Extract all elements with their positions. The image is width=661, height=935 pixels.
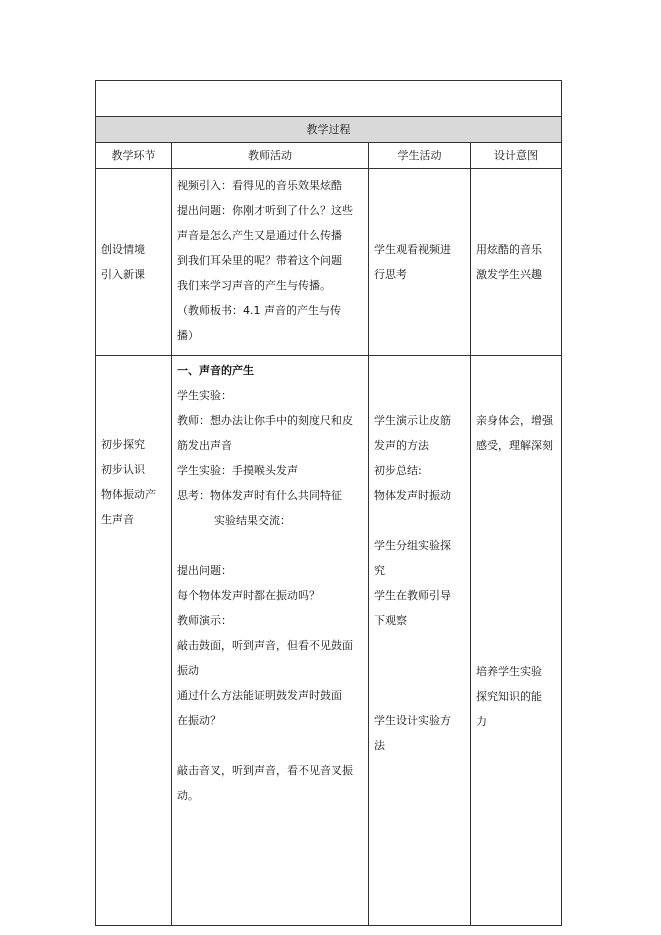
intro-teacher-line: 到我们耳朵里的呢？带着这个问题: [177, 254, 342, 267]
explore-student-line: 学生分组实验探: [374, 539, 451, 552]
header-stage: 教学环节: [96, 143, 172, 169]
section-title-row: [96, 117, 562, 143]
explore-student-line: 法: [374, 739, 385, 752]
section-title: 教学过程: [96, 117, 562, 143]
lesson-table: [95, 80, 562, 926]
intro-teacher-line: 声音是怎么产生又是通过什么传播: [177, 229, 342, 242]
intro-student-line: 行思考: [374, 268, 407, 281]
header-teacher: 教师活动: [172, 143, 369, 169]
explore-stage-line: 初步认识: [101, 463, 145, 476]
intro-stage-line: 创设情境: [101, 243, 145, 256]
explore-teacher-line: 敲击音叉，听到声音，看不见音叉振: [177, 764, 353, 777]
intro-teacher-line: 视频引入：看得见的音乐效果炫酷: [177, 179, 342, 192]
explore-teacher-line: 学生实验：手摸喉头发声: [177, 464, 298, 477]
explore-student-line: 下观察: [374, 614, 407, 627]
explore-intent-cell: [471, 356, 562, 926]
explore-teacher-line: 提出问题：: [177, 564, 232, 577]
explore-teacher-line: 在振动？: [177, 714, 221, 727]
explore-teacher-line: 敲击鼓面，听到声音，但看不见鼓面: [177, 639, 353, 652]
explore-intent-line: 力: [476, 715, 487, 728]
header-intent: 设计意图: [471, 143, 562, 169]
intro-teacher-line: 播）: [177, 329, 199, 342]
explore-teacher-cell: [172, 356, 369, 926]
explore-teacher-line: 教师演示：: [177, 614, 232, 627]
intro-intent-line: 用炫酷的音乐: [476, 243, 542, 256]
explore-teacher-heading: 一、声音的产生: [177, 364, 254, 377]
explore-stage-cell: [96, 356, 172, 926]
explore-intent-line: 感受，理解深刻: [476, 439, 553, 452]
explore-student-line: 发声的方法: [374, 439, 429, 452]
explore-intent-line: 探究知识的能: [476, 690, 542, 703]
explore-stage-line: 物体振动产: [101, 488, 156, 501]
blank-cell: [96, 81, 562, 117]
spacer: [374, 633, 465, 658]
column-header-row: [96, 143, 562, 169]
explore-student-line: 学生设计实验方: [374, 714, 451, 727]
explore-teacher-line: 每个物体发声时都在振动吗？: [177, 589, 320, 602]
intro-student-line: 学生观看视频进: [374, 243, 451, 256]
spacer: [476, 458, 556, 659]
intro-intent-line: 激发学生兴趣: [476, 268, 542, 281]
explore-teacher-indented: 实验结果交流：: [214, 514, 291, 527]
spacer: [177, 733, 363, 758]
explore-student-line: 学生在教师引导: [374, 589, 451, 602]
spacer: [374, 683, 465, 708]
explore-student-line: 究: [374, 564, 385, 577]
explore-teacher-line: 动。: [177, 789, 199, 802]
intro-teacher-cell: [172, 169, 369, 356]
explore-stage-line: 生声音: [101, 513, 134, 526]
explore-student-cell: [369, 356, 471, 926]
explore-teacher-line: 教师：想办法让你手中的刻度尺和皮: [177, 414, 353, 427]
intro-row: [96, 169, 562, 356]
explore-teacher-line: 学生实验：: [177, 389, 232, 402]
intro-stage-cell: [96, 169, 172, 356]
spacer: [374, 658, 465, 683]
explore-teacher-line: 通过什么方法能证明鼓发声时鼓面: [177, 689, 342, 702]
intro-student-cell: [369, 169, 471, 356]
explore-row: [96, 356, 562, 926]
intro-teacher-line: 我们来学习声音的产生与传播。: [177, 279, 331, 292]
explore-teacher-line: 振动: [177, 664, 199, 677]
blank-header-row: [96, 81, 562, 117]
intro-stage-line: 引入新课: [101, 268, 145, 281]
explore-student-line: 初步总结:: [374, 464, 422, 477]
explore-intent-line: 亲身体会，增强: [476, 414, 553, 427]
spacer: [374, 508, 465, 533]
intro-teacher-line: （教师板书：4.1 声音的产生与传: [177, 304, 341, 317]
explore-teacher-line: 筋发出声音: [177, 439, 232, 452]
header-student: 学生活动: [369, 143, 471, 169]
intro-intent-cell: [471, 169, 562, 356]
explore-teacher-line: 思考：物体发声时有什么共同特征: [177, 489, 342, 502]
explore-intent-line: 培养学生实验: [476, 665, 542, 678]
intro-teacher-line: 提出问题：你刚才听到了什么？这些: [177, 204, 353, 217]
spacer: [177, 533, 363, 558]
explore-student-line: 物体发声时振动: [374, 489, 451, 502]
explore-stage-line: 初步探究: [101, 438, 145, 451]
explore-student-line: 学生演示让皮筋: [374, 414, 451, 427]
